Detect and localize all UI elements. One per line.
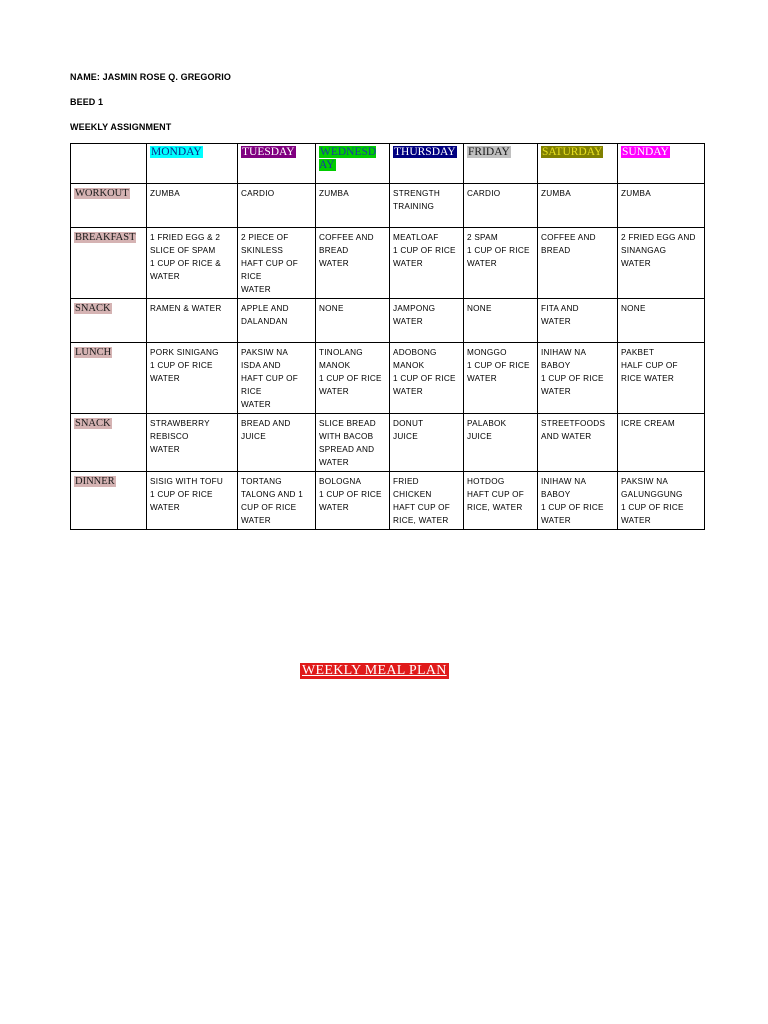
meal-cell: PALABOK JUICE bbox=[464, 414, 538, 472]
meal-cell: BREAD AND JUICE bbox=[238, 414, 316, 472]
meal-cell: PAKSIW NA ISDA AND HAFT CUP OF RICE WATER bbox=[238, 343, 316, 414]
day-header-cell bbox=[464, 144, 538, 184]
meal-cell: TINOLANG MANOK 1 CUP OF RICE WATER bbox=[316, 343, 390, 414]
meal-cell: ZUMBA bbox=[147, 184, 238, 228]
meal-cell: NONE bbox=[618, 299, 705, 343]
day-header: THURSDAY bbox=[394, 146, 456, 158]
meal-cell: TORTANG TALONG AND 1 CUP OF RICE WATER bbox=[238, 472, 316, 530]
row-label: SNACK bbox=[75, 303, 111, 314]
meal-cell: COFFEE AND BREAD WATER bbox=[316, 228, 390, 299]
meal-cell: FRIED CHICKEN HAFT CUP OF RICE, WATER bbox=[390, 472, 464, 530]
day-header-cell bbox=[147, 144, 238, 184]
table-row bbox=[71, 228, 705, 299]
meal-cell: MONGGO 1 CUP OF RICE WATER bbox=[464, 343, 538, 414]
meal-cell: 2 PIECE OF SKINLESS HAFT CUP OF RICE WATER bbox=[238, 228, 316, 299]
meal-cell: PAKBET HALF CUP OF RICE WATER bbox=[618, 343, 705, 414]
day-header-cell bbox=[390, 144, 464, 184]
row-label-cell bbox=[71, 472, 147, 530]
table-header-row bbox=[71, 144, 705, 184]
row-label-cell bbox=[71, 414, 147, 472]
day-header: SATURDAY bbox=[542, 146, 603, 158]
corner-cell bbox=[71, 144, 147, 184]
meal-cell: ZUMBA bbox=[618, 184, 705, 228]
meal-cell: INIHAW NA BABOY 1 CUP OF RICE WATER bbox=[538, 472, 618, 530]
meal-cell: NONE bbox=[464, 299, 538, 343]
meal-cell: 2 FRIED EGG AND SINANGAG WATER bbox=[618, 228, 705, 299]
meal-cell: SISIG WITH TOFU 1 CUP OF RICE WATER bbox=[147, 472, 238, 530]
row-label-cell bbox=[71, 299, 147, 343]
meal-cell: FITA AND WATER bbox=[538, 299, 618, 343]
row-label: LUNCH bbox=[75, 347, 112, 358]
meal-cell: PAKSIW NA GALUNGGUNG 1 CUP OF RICE WATER bbox=[618, 472, 705, 530]
meal-cell: MEATLOAF 1 CUP OF RICE WATER bbox=[390, 228, 464, 299]
meal-cell: ZUMBA bbox=[538, 184, 618, 228]
row-label-cell bbox=[71, 343, 147, 414]
meal-cell: COFFEE AND BREAD bbox=[538, 228, 618, 299]
meal-cell: 1 FRIED EGG & 2 SLICE OF SPAM 1 CUP OF RICE & WATER bbox=[147, 228, 238, 299]
day-header-cell bbox=[618, 144, 705, 184]
meal-cell: STRENGTH TRAINING bbox=[390, 184, 464, 228]
row-label: DINNER bbox=[75, 476, 115, 487]
day-header: FRIDAY bbox=[468, 146, 510, 158]
student-name: NAME: JASMIN ROSE Q. GREGORIO bbox=[70, 72, 231, 82]
meal-cell: SLICE BREAD WITH BACOB SPREAD AND WATER bbox=[316, 414, 390, 472]
row-label: WORKOUT bbox=[75, 188, 129, 199]
meal-cell: ADOBONG MANOK 1 CUP OF RICE WATER bbox=[390, 343, 464, 414]
meal-cell: DONUT JUICE bbox=[390, 414, 464, 472]
meal-cell: ZUMBA bbox=[316, 184, 390, 228]
day-header: WEDNESD AY bbox=[319, 146, 377, 171]
table-row bbox=[71, 343, 705, 414]
meal-cell: RAMEN & WATER bbox=[147, 299, 238, 343]
meal-cell: NONE bbox=[316, 299, 390, 343]
meal-plan-table bbox=[70, 143, 705, 530]
course-label: BEED 1 bbox=[70, 97, 104, 107]
day-header-cell bbox=[238, 144, 316, 184]
page-title: WEEKLY MEAL PLAN bbox=[302, 663, 447, 678]
meal-cell: JAMPONG WATER bbox=[390, 299, 464, 343]
meal-cell: CARDIO bbox=[238, 184, 316, 228]
meal-cell: STRAWBERRY REBISCO WATER bbox=[147, 414, 238, 472]
day-header: TUESDAY bbox=[242, 146, 295, 158]
assignment-label: WEEKLY ASSIGNMENT bbox=[70, 122, 172, 132]
table-row bbox=[71, 184, 705, 228]
day-header: SUNDAY bbox=[622, 146, 669, 158]
meal-cell: PORK SINIGANG 1 CUP OF RICE WATER bbox=[147, 343, 238, 414]
meal-cell: HOTDOG HAFT CUP OF RICE, WATER bbox=[464, 472, 538, 530]
meal-cell: CARDIO bbox=[464, 184, 538, 228]
meal-cell: APPLE AND DALANDAN bbox=[238, 299, 316, 343]
meal-cell: BOLOGNA 1 CUP OF RICE WATER bbox=[316, 472, 390, 530]
meal-cell: 2 SPAM 1 CUP OF RICE WATER bbox=[464, 228, 538, 299]
meal-cell: STREETFOODS AND WATER bbox=[538, 414, 618, 472]
table-row bbox=[71, 472, 705, 530]
day-header-cell bbox=[538, 144, 618, 184]
row-label: SNACK bbox=[75, 418, 111, 429]
row-label-cell bbox=[71, 184, 147, 228]
row-label-cell bbox=[71, 228, 147, 299]
table-row bbox=[71, 299, 705, 343]
row-label: BREAKFAST bbox=[75, 232, 136, 243]
meal-cell: INIHAW NA BABOY 1 CUP OF RICE WATER bbox=[538, 343, 618, 414]
table-row bbox=[71, 414, 705, 472]
day-header-cell bbox=[316, 144, 390, 184]
meal-cell: ICRE CREAM bbox=[618, 414, 705, 472]
day-header: MONDAY bbox=[151, 146, 202, 158]
